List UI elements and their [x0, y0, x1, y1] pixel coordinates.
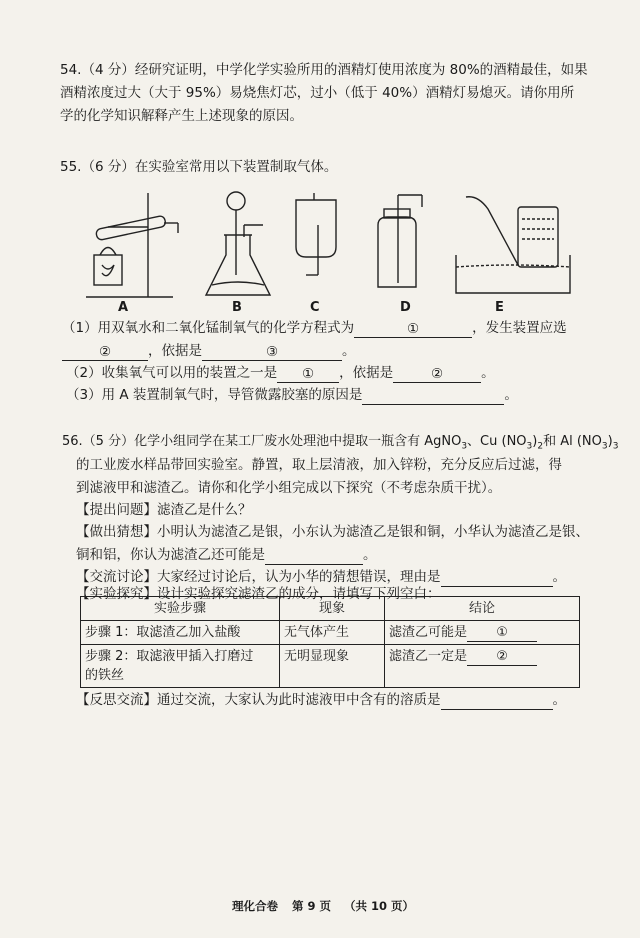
th-phenomenon: 现象 — [280, 597, 385, 621]
q56-discuss-text: 【交流讨论】大家经过讨论后，认为小华的猜想错误，理由是 — [76, 569, 441, 585]
q55-s2-b: ，依据是 — [339, 365, 394, 381]
q55-part-2: （2）收集氧气可以用的装置之一是 ① ，依据是 ② 。 — [66, 365, 495, 382]
q55-blank-1[interactable] — [354, 319, 472, 338]
footer-total: （共 10 页） — [344, 899, 415, 913]
q55-part-3: （3）用 A 装置制氧气时，导管微露胶塞的原因是 。 — [66, 387, 518, 403]
blank-mark-2: ② — [98, 344, 112, 360]
q55-blank-6[interactable] — [362, 386, 504, 405]
q55-part-1 — [62, 318, 567, 338]
q56-l1-c: ) — [532, 434, 538, 449]
step-2-line-2: 的铁丝 — [85, 668, 125, 683]
apparatus-d-figure — [378, 195, 422, 287]
q56-l1-sub3: 2 — [537, 441, 544, 452]
table-header-row — [81, 597, 580, 621]
q56-l1-a: 56.（5 分）化学小组同学在某工厂废水处理池中提取一瓶含有 AgNO — [62, 434, 462, 449]
apparatus-c-figure — [296, 193, 336, 275]
table-mark-1: ① — [496, 625, 508, 640]
step-1: 步骤 1：取滤渣乙加入盐酸 — [81, 621, 280, 645]
q54-line-2: 酒精浓度过大（大于 95%）易烧焦灯芯，过小（低于 40%）酒精灯易熄灭。请你用所 — [60, 85, 575, 101]
footer-subject: 理化合卷 — [232, 899, 278, 913]
q55-blank-4[interactable] — [277, 364, 339, 383]
q56-l1-b: 、Cu (NO — [467, 434, 527, 449]
q55-s1-c: ，依据是 — [148, 343, 202, 359]
q56-blank-solute[interactable] — [441, 691, 553, 710]
q55-s1-a: （1）用双氧水和二氧化锰制氧气的化学方程式为 — [62, 320, 355, 336]
q56-guess-2: 铜和铝，你认为滤渣乙还可能是 。 — [76, 547, 377, 563]
q56-line-3: 到滤液甲和滤渣乙。请你和化学小组完成以下探究（不考虑杂质干扰）。 — [76, 480, 502, 496]
q55-blank-2[interactable] — [62, 342, 148, 361]
conclusion-1-text: 滤渣乙可能是 — [389, 625, 468, 640]
q56-l1-sub1: 3 — [461, 441, 468, 452]
q56-guess-2-text: 铜和铝，你认为滤渣乙还可能是 — [76, 547, 265, 563]
label-e: E — [495, 300, 504, 315]
q56-explore: 【实验探究】设计实验探究滤渣乙的成分，请填写下列空白： — [76, 586, 441, 602]
q56-l1-d: 和 Al (NO — [543, 434, 602, 449]
q56-reflect: 【反思交流】通过交流，大家认为此时滤液甲中含有的溶质是 。 — [76, 692, 566, 708]
conclusion-2 — [385, 645, 580, 688]
blank-mark-5: ② — [431, 366, 444, 382]
q55-blank-3[interactable] — [202, 342, 342, 361]
blank-mark-4: ① — [302, 366, 315, 382]
table-row — [81, 621, 580, 645]
q55-s1-b: ，发生装置应选 — [472, 320, 567, 336]
blank-mark-3: ③ — [265, 344, 279, 360]
th-step: 实验步骤 — [81, 597, 280, 621]
phenomenon-2: 无明显现象 — [280, 645, 385, 688]
label-c: C — [310, 300, 320, 315]
blank-mark-1: ① — [407, 321, 420, 337]
experiment-table — [80, 596, 580, 688]
label-b: B — [232, 300, 242, 315]
q56-reflect-text: 【反思交流】通过交流，大家认为此时滤液甲中含有的溶质是 — [76, 692, 441, 708]
q54-line-1: 54.（4 分）经研究证明，中学化学实验所用的酒精灯使用浓度为 80%的酒精最佳，如果 — [60, 62, 588, 78]
label-d: D — [400, 300, 411, 315]
th-conclusion: 结论 — [385, 597, 580, 621]
q56-line-2: 的工业废水样品带回实验室。静置，取上层清液，加入锌粉，充分反应后过滤，得 — [76, 457, 562, 473]
q55-blank-5[interactable] — [393, 364, 481, 383]
phenomenon-1: 无气体产生 — [280, 621, 385, 645]
q56-blank-guess[interactable] — [265, 546, 363, 565]
q56-l1-sub2: 3 — [526, 441, 533, 452]
q56-l1-sub4: 3 — [601, 441, 608, 452]
q56-guess-1: 【做出猜想】小明认为滤渣乙是银，小东认为滤渣乙是银和铜，小华认为滤渣乙是银、 — [76, 524, 589, 540]
q55-part-1-cont: ② ，依据是 ③ 。 — [62, 341, 356, 361]
apparatus-b-figure — [206, 192, 270, 295]
footer-page: 第 9 页 — [292, 899, 332, 913]
q56-l1-sub5: 3 — [612, 441, 619, 452]
apparatus-e-figure — [456, 197, 570, 293]
conclusion-1 — [385, 621, 580, 645]
q56-blank-reason[interactable] — [441, 568, 553, 587]
q55-s2-a: （2）收集氧气可以用的装置之一是 — [66, 365, 278, 381]
step-2 — [81, 645, 280, 688]
table-blank-2[interactable] — [467, 647, 537, 666]
conclusion-2-text: 滤渣乙一定是 — [389, 649, 468, 664]
table-row — [81, 645, 580, 688]
q56-line-1 — [62, 432, 618, 457]
apparatus-figure — [78, 185, 578, 315]
table-blank-1[interactable] — [467, 623, 537, 642]
q55-title: 55.（6 分）在实验室常用以下装置制取气体。 — [60, 159, 338, 175]
apparatus-a-figure — [86, 193, 178, 297]
table-mark-2: ② — [496, 649, 508, 664]
q55-s3-a: （3）用 A 装置制氧气时，导管微露胶塞的原因是 — [66, 387, 363, 403]
q56-discuss: 【交流讨论】大家经过讨论后，认为小华的猜想错误，理由是 。 — [76, 569, 566, 585]
label-a: A — [118, 300, 129, 315]
q56-ask: 【提出问题】滤渣乙是什么？ — [76, 502, 252, 518]
step-2-line-1: 步骤 2：取滤液甲插入打磨过 — [85, 649, 254, 664]
q54-line-3: 学的化学知识解释产生上述现象的原因。 — [60, 108, 303, 124]
q56-l1-e: ) — [607, 434, 613, 449]
